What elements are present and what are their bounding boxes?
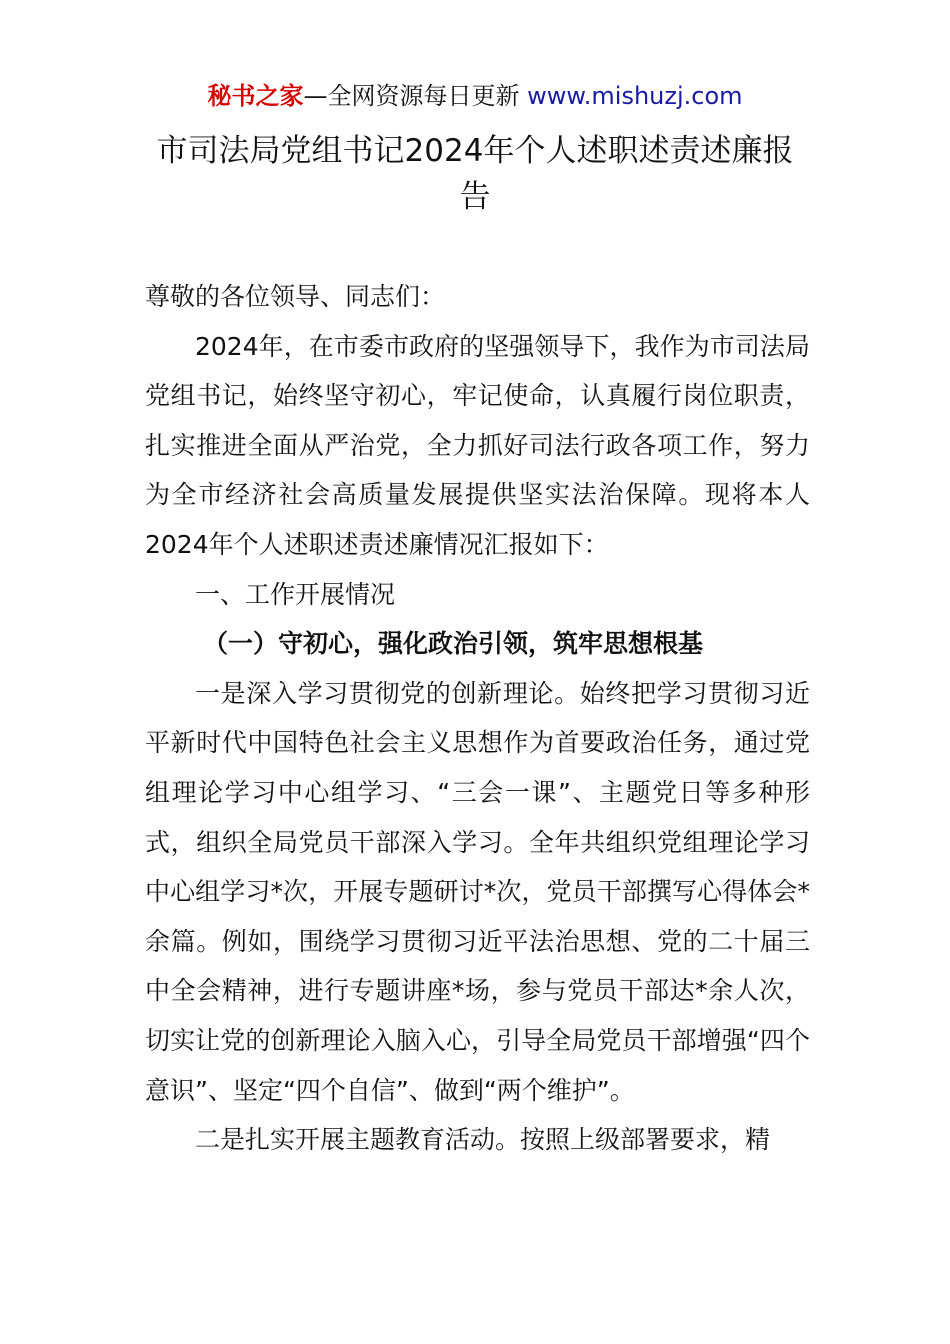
site-header: [0, 80, 950, 112]
subsection-heading: （一）守初心，强化政治引领，筑牢思想根基: [203, 629, 704, 659]
document-title: 市司法局党组书记2024年个人述职述责述廉报告: [156, 133, 794, 215]
header-tagline: —全网资源每日更新: [303, 82, 528, 110]
site-url-link[interactable]: www.mishuzj.com: [527, 82, 743, 110]
body-paragraph: 一是深入学习贯彻党的创新理论。始终把学习贯彻习近平新时代中国特色社会主义思想作为首要政治任务，通过党组理论学习中心组学习、“三会一课”、主题党日等多种形式，组织全局党员干部深入学习。全年共组织党组理论学习中心组学习*次，开展专题研讨*次，党员干部撰写心得体会*余篇。例如，围绕学习贯彻习近平法治思想、党的二十届三中全会精神，进行专题讲座*场，参与党员干部达*余人次，切实让党的创新理论入脑入心，引导全局党员干部增强“四个意识”、坚定“四个自信”、做到“两个维护”。: [145, 678, 810, 1105]
intro-paragraph: 2024年，在市委市政府的坚强领导下，我作为市司法局党组书记，始终坚守初心，牢记使命，认真履行岗位职责，扎实推进全面从严治党，全力抓好司法行政各项工作，努力为全市经济社会高质量发展提供坚实法治保障。现将本人2024年个人述职述责述廉情况汇报如下：: [145, 331, 810, 559]
section-heading: 一、工作开展情况: [195, 579, 396, 609]
body-paragraph: 二是扎实开展主题教育活动。按照上级部署要求，精: [195, 1125, 771, 1155]
salutation: 尊敬的各位领导、同志们：: [145, 282, 446, 311]
brand-name: 秘书之家: [207, 82, 304, 110]
document-body: [145, 272, 810, 1165]
